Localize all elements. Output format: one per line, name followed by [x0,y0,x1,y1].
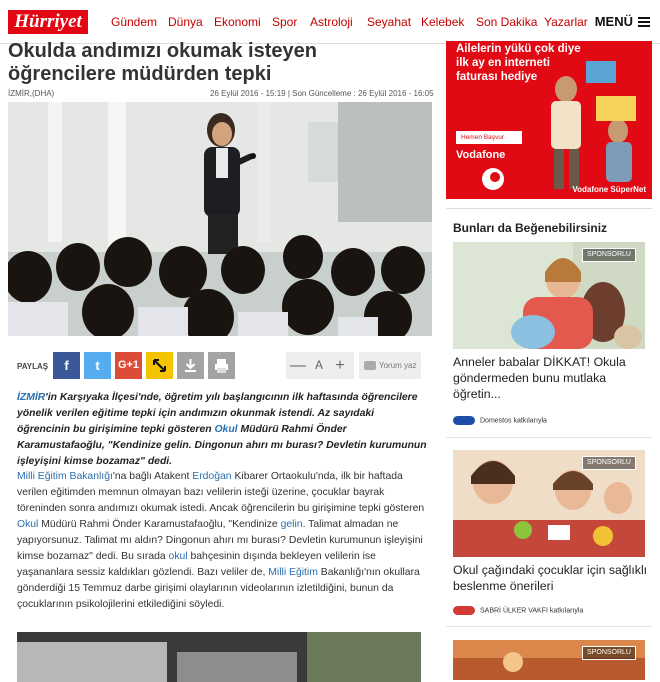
nav-kelebek[interactable]: Kelebek [421,15,465,29]
article-source: İZMİR,(DHA) [8,89,55,98]
sponsored-badge: SPONSORLU [582,646,636,660]
download-icon [177,352,204,379]
top-navigation [0,0,660,44]
body-text: bahçesinin dışında bekleyen velilerin ise yaşananlara sessiz kaldıkları gözlendi. Bazı veliler de, [17,551,376,578]
body-text: . Talimat almadan ne yapıyorsunuz. Talimat mı aldın? Dingonun ahırı mı burası? Devletin kurumunun işleyişini kimse bozamaz" dedi. Bu sırada [17,519,423,562]
link-gelin[interactable]: gelin [280,519,303,530]
facebook-share-button[interactable] [53,352,80,379]
recommend-card-title-2[interactable]: Okul çağındaki çocuklar için sağlıklı beslenme önerileri [453,563,648,593]
print-icon [208,352,235,379]
classroom-photo-illustration [8,102,432,336]
nav-seyahat[interactable]: Seyahat [367,15,412,29]
ad-line-1: Ailelerin yükü çok diye [456,43,581,55]
comment-label: Yorum yaz [379,361,417,370]
nav-yazarlar[interactable]: Yazarlar [544,15,588,29]
facebook-icon: f [64,358,69,373]
google-plus-icon: G+1 [117,359,140,371]
recommend-card-image-3[interactable] [453,640,645,680]
recommend-card-title-1[interactable]: Anneler babalar DİKKAT! Okula göndermeden bunu mutlaka öğretin... [453,355,626,401]
card-divider [446,626,652,627]
twitter-icon: t [95,358,100,373]
nav-ekonomi[interactable]: Ekonomi [214,15,261,29]
vodafone-ad[interactable] [446,41,652,199]
link-okul-2[interactable]: okul [168,551,188,562]
article-photo[interactable] [8,102,432,336]
link-milli-egitim[interactable]: Milli Eğitim [268,567,318,578]
ad-apply-button[interactable]: Hemen Başvur [456,131,522,144]
comment-button[interactable] [359,352,421,379]
font-decrease-button[interactable]: — [290,357,306,374]
recommend-card-image-1[interactable] [453,242,645,349]
lead-text: Müdürü Rahmi Önder Karamustafaoğlu, "Kendinize gelin. Dingonun ahırı mı burası? Devletin kurumunun işleyişini kimse bozamaz" dedi. [17,424,427,467]
sponsor-text: SABRİ ÜLKER VAKFI katkılarıyla [480,607,584,615]
recommend-card-sponsor-1 [453,416,547,425]
nav-dunya[interactable]: Dünya [168,15,203,29]
sidebar-title: Bunları da Beğenebilirsiniz [453,221,608,235]
ad-line-2: ilk ay en interneti [456,57,550,69]
sponsored-badge: SPONSORLU [582,456,636,470]
body-text: Müdürü Rahmi Önder Karamustafaoğlu, "Kendinize [38,519,281,530]
video-thumbnail [17,632,421,682]
download-button[interactable] [177,352,204,379]
hamburger-icon [638,17,650,27]
twitter-share-button[interactable] [84,352,111,379]
embedded-video[interactable] [17,632,421,682]
link-okul[interactable]: Okul [214,424,238,435]
expand-icon [146,352,173,379]
google-plus-share-button[interactable] [115,352,142,379]
sabri-ulker-logo-icon [453,606,475,615]
sponsor-text: Domestos katkılarıyla [480,417,547,425]
font-increase-button[interactable]: + [335,357,345,374]
card-divider [446,437,652,438]
font-size-controls [286,352,354,379]
font-size-indicator: A [314,358,323,372]
link-izmir[interactable]: İZMİR [17,392,46,403]
print-button[interactable] [208,352,235,379]
article-dates: 26 Eylül 2016 - 15:19 | Son Güncelleme : 26 Eylül 2016 - 16:05 [210,89,434,98]
hurriyet-logo[interactable]: Hürriyet [8,10,88,34]
ad-brand: Vodafone [456,149,506,161]
body-text: 'na bağlı Atakent [112,471,193,482]
domestos-logo-icon [453,416,475,425]
recommend-card-sponsor-2 [453,606,583,615]
nav-son-dakika[interactable]: Son Dakika [476,15,538,29]
menu-button[interactable] [595,14,650,29]
link-erdogan[interactable]: Erdoğan [192,471,232,482]
link-okul[interactable]: Okul [17,519,39,530]
comment-icon [364,361,376,370]
ad-footer: Vodafone SüperNet [572,185,646,194]
sponsored-badge: SPONSORLU [582,248,636,262]
nav-astroloji[interactable]: Astroloji [310,15,353,29]
menu-label: MENÜ [594,14,633,29]
share-label: PAYLAŞ [17,362,49,371]
body-text: Bakanlığı'nın okullara gönderdiği 15 Temmuz darbe girişimi olaylarının videolarının izletildiğini, bunun da çocuklarının psikolojilerini etkilediğini söyledi. [17,567,420,610]
article-lead [17,390,427,470]
body-text: Kibarer Ortaokulu'nda, ilk bir haftada verilen eğitimden memnun olmayan bazı velilerin isteği üzerine, çocuklar bayrak töreninden sonra andımızı okumak istedi. Ancak öğrencilerin bu girişimine tepki gösteren [17,471,425,514]
lead-text: 'in Karşıyaka İlçesi'nde, öğretim yılı başlangıcının ilk haftasında öğrencilere yönelik verilen eğitime tepki için andımızın okunmak istendi. Az sayıdaki öğrencinin bu girişimine tepki gösteren [17,392,418,435]
ad-line-3: faturası hediye [456,71,538,83]
recommend-card-image-2[interactable] [453,450,645,557]
article-body [17,469,427,613]
ad-illustration [446,41,652,199]
link-milli-egitim-bakanligi[interactable]: Milli Eğitim Bakanlığı [17,471,113,482]
nav-spor[interactable]: Spor [272,15,298,29]
nav-gundem[interactable]: Gündem [111,15,158,29]
sidebar-divider [446,208,652,209]
expand-share-button[interactable] [146,352,173,379]
article-headline: Okulda andımızı okumak isteyen öğrencilere müdürden tepki [8,40,317,85]
